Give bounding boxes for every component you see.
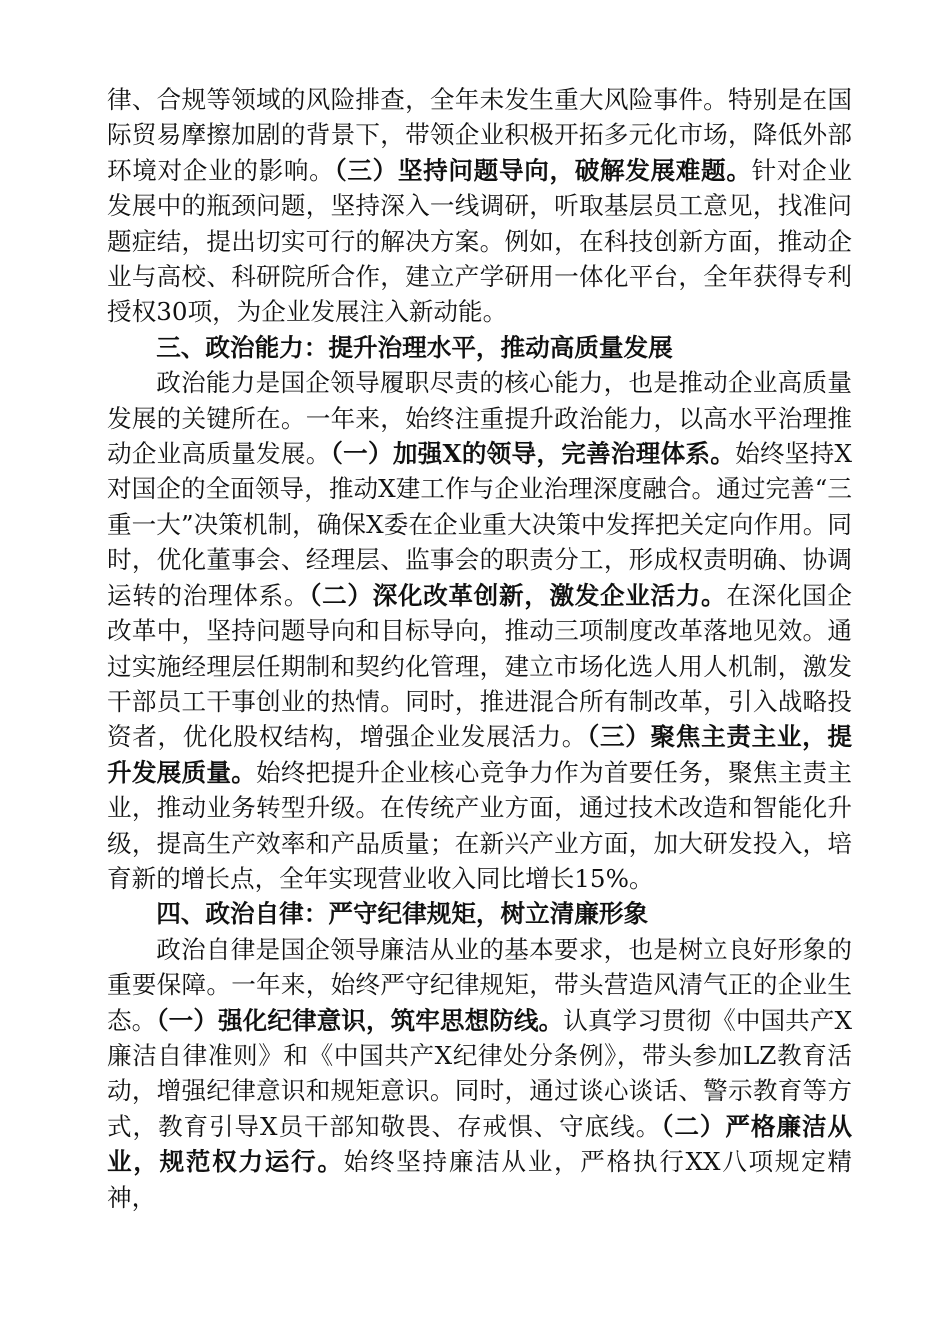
- subsection-heading: （二）严格廉洁从业，规范权力运行。: [107, 1111, 853, 1177]
- body-paragraph: [107, 932, 852, 1215]
- subsection-heading: （二）深化改革创新，激发企业活力。: [309, 580, 727, 610]
- document-page: [107, 82, 852, 1215]
- body-paragraph: [107, 82, 852, 330]
- subsection-heading: （一）强化纪律意识，筑牢思想防线。: [156, 1005, 564, 1035]
- paragraph-text: 针对企业发展中的瓶颈问题，坚持深入一线调研，听取基层员工意见，找准问题症结，提出切实可行的解决方案。例如，在科技创新方面，推动企业与高校、科研院所合作，建立产学研用一体化平台，全年获得专利授权30项，为企业发展注入新动能。: [107, 155, 852, 327]
- paragraph-text: 政治自律是国企领导廉洁从业的基本要求，也是树立良好形象的重要保障。一年来，始终严守纪律规矩，带头营造风清气正的企业生态。: [107, 934, 852, 1035]
- paragraph-text: 政治能力是国企领导履职尽责的核心能力，也是推动企业高质量发展的关键所在。一年来，始终注重提升政治能力，以高水平治理推动企业高质量发展。: [107, 368, 852, 469]
- subsection-heading: （三）坚持问题导向，破解发展难题。: [334, 155, 752, 185]
- paragraph-text: 在深化国企改革中，坚持问题导向和目标导向，推动三项制度改革落地见效。通过实施经理层任期制和契约化管理，建立市场化选人用人机制，激发干部员工干事创业的热情。同时，推进混合所有制改革，引入战略投资者，优化股权结构，增强企业发展活力。: [107, 580, 852, 752]
- paragraph-text: 始终坚持廉洁从业，严格执行XX八项规定精神，: [107, 1147, 852, 1212]
- paragraph-text: 律、合规等领域的风险排查，全年未发生重大风险事件。特别是在国际贸易摩擦加剧的背景下，带领企业积极开拓多元化市场，降低外部环境对企业的影响。: [107, 85, 852, 185]
- section-heading: 四、政治自律：严守纪律规矩，树立清廉形象: [156, 899, 649, 929]
- paragraph-text: 始终把提升企业核心竞争力作为首要任务，聚焦主责主业，推动业务转型升级。在传统产业方面，通过技术改造和智能化升级，提高生产效率和产品质量；在新兴产业方面，加大研发投入，培育新的增长点，全年实现营业收入同比增长15%。: [107, 757, 852, 893]
- section-heading: 三、政治能力：提升治理水平，推动高质量发展: [156, 332, 673, 362]
- body-paragraph: [107, 365, 852, 896]
- paragraph-text: 认真学习贯彻《中国共产X廉洁自律准则》和《中国共产X纪律处分条例》，带头参加LZ教育活动，增强纪律意识和规矩意识。同时，通过谈心谈话、警示教育等方式，教育引导X员干部知敬畏、存戒惧、守底线。: [107, 1005, 852, 1141]
- subsection-heading: （三）聚焦主责主业，提升发展质量。: [107, 722, 852, 787]
- paragraph-text: 始终坚持X对国企的全面领导，推动X建工作与企业治理深度融合。通过完善“三重一大”决策机制，确保X委在企业重大决策中发挥把关定向作用。同时，优化董事会、经理层、监事会的职责分工，形成权责明确、协调运转的治理体系。: [107, 439, 852, 610]
- subsection-heading: （一）加强X的领导，完善治理体系。: [330, 439, 736, 469]
